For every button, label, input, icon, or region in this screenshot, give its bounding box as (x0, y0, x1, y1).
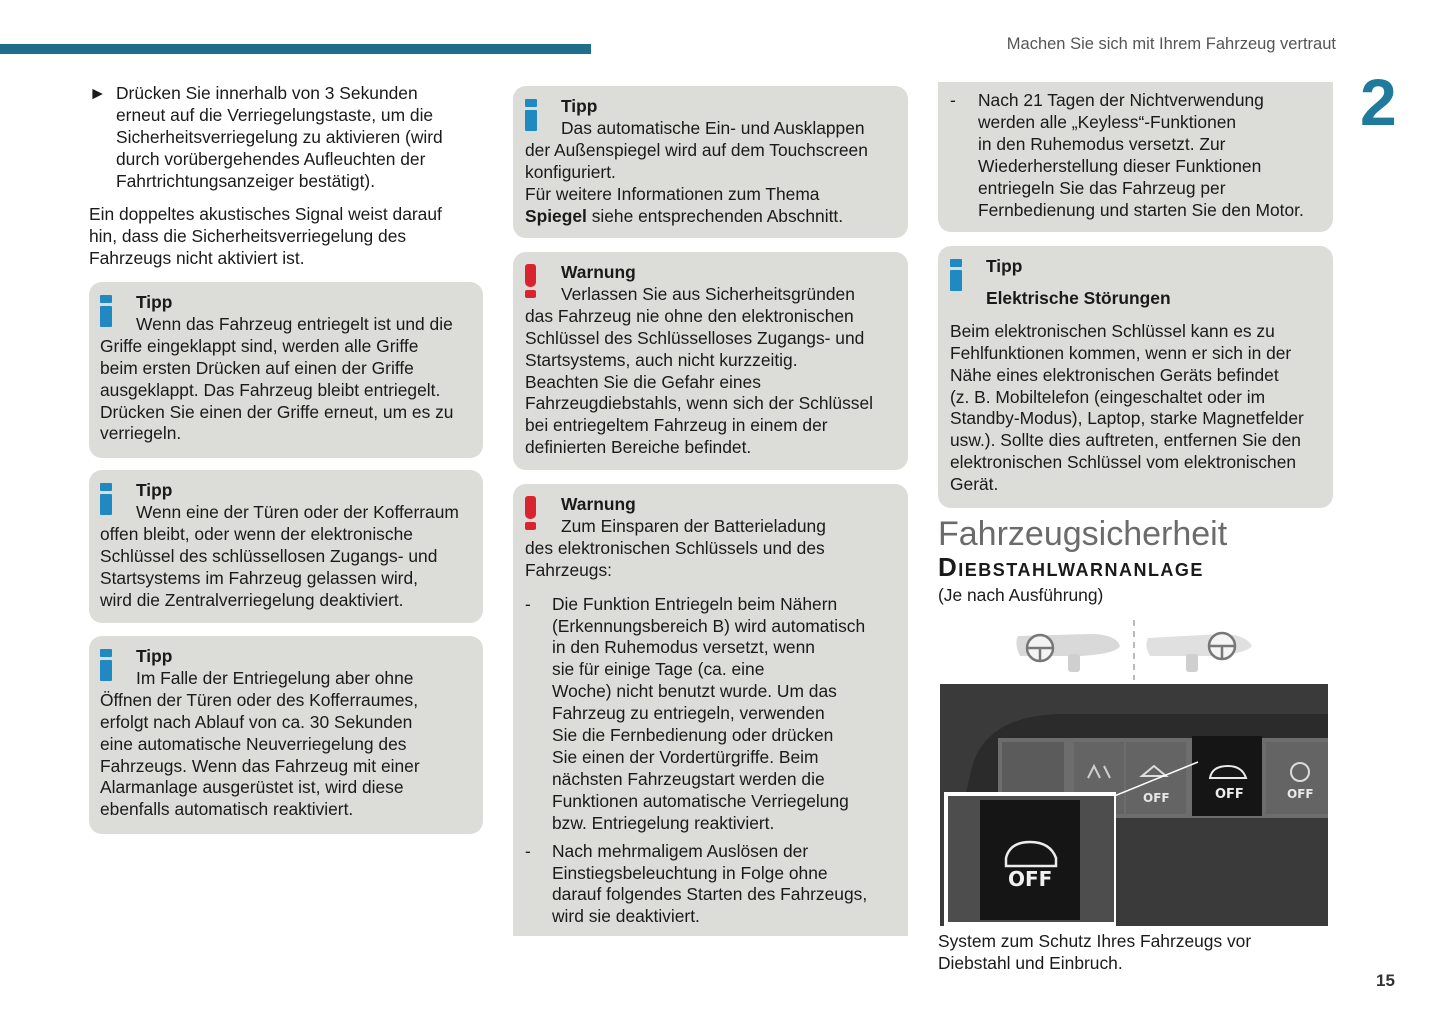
tip-box: Tipp Im Falle der Entriegelung aber ohne Öffnen der Türen oder des Kofferraumes, erfolgt nach Ablauf von ca. 30 Sekunden eine automatische Neuverriegelung des Fahrzeugs. Wenn das Fahrzeug mit einer Alarmanlage ausgerüstet ist, wird diese ebenfalls automatisch reaktiviert. (89, 636, 483, 834)
warning-box: Warnung Zum Einsparen der Batterieladung des elektronischen Schlüssels und des Fahrzeugs: - Die Funktion Entriegeln beim Nähern (Erkennungsbereich B) wird automatisch in den Ruhemodus versetzt, wenn sie für einige Tage (ca. eine Woche) nicht benutzt wurde. Um das Fahrzeug zu entriegeln, verwenden Sie die Fernbedienung oder drücken Sie einen der Vordertürgriffe. Beim nächsten Fahrzeugstart werden die Funktionen automatische Verriegelung bzw. Entriegelung reaktiviert. - Nach mehrmaligem Auslösen der Einstiegsbeleuchtung in Folge ohne darauf folgendes Starten des Fahrzeugs, wird sie deaktiviert. (513, 484, 908, 936)
warning-box: Warnung Verlassen Sie aus Sicherheitsgründen das Fahrzeug nie ohne den elektronischen Schlüssel des Schlüsselloses Zugangs- und Startsystems, auch nicht kurzzeitig. Beachten Sie die Gefahr eines Fahrzeugdiebstahls, wenn sich der Schlüssel bei entriegeltem Fahrzeug in einem der definierten Bereiche befindet. (513, 252, 908, 470)
off-small-label: OFF (1287, 787, 1314, 801)
tip-box: Tipp Elektrische Störungen Beim elektronischen Schlüssel kann es zu Fehlfunktionen kommen, wenn er sich in der Nähe eines elektronischen Geräts befindet (z. B. Mobiltelefon (eingeschaltet oder im Standby-Modus), Laptop, starke Magnetfelder usw.). Sollte dies auftreten, entfernen Sie den elektronischen Schlüssel vom elektronischen Gerät. (938, 246, 1333, 508)
tip-box: Tipp Wenn das Fahrzeug entriegelt ist und die Griffe eingeklappt sind, werden alle Griffe beim ersten Drücken auf einen der Griffe ausgeklappt. Das Fahrzeug bleibt entriegelt. Drücken Sie einen der Griffe erneut, um es zu verriegeln. (89, 282, 483, 458)
list-item: - Nach 21 Tagen der Nichtverwendung werden alle „Keyless“-Funktionen in den Ruhemodus versetzt. Zur Wiederherstellung dieser Funktionen entriegeln Sie das Fahrzeug per Fernbedienung und starten Sie den Motor. (950, 90, 1304, 220)
alarm-switch-illustration (940, 616, 1328, 926)
chapter-number: 2 (1360, 65, 1397, 139)
figure-caption: System zum Schutz Ihres Fahrzeugs vor Diebstahl und Einbruch. (938, 931, 1252, 973)
running-title: Machen Sie sich mit Ihrem Fahrzeug vertraut (1006, 35, 1336, 53)
list-item: - Nach mehrmaligem Auslösen der Einstiegsbeleuchtung in Folge ohne darauf folgendes Starten des Fahrzeugs, wird sie deaktiviert. (525, 840, 868, 927)
bullet-arrow-icon: ► (89, 83, 107, 103)
off-label: OFF (1008, 867, 1053, 891)
warning-box-continued (938, 82, 1333, 232)
bullet-paragraph: ► Drücken Sie innerhalb von 3 Sekunden erneut auf die Verriegelungstaste, um die Sicherheitsverriegelung zu aktivieren (wird durch vorübergehendes Aufleuchten der Fahrtrichtungsanzeiger bestätigt). (89, 83, 443, 191)
section-subtitle: Diebstahlwarnanlage (938, 552, 1204, 582)
section-title: Fahrzeugsicherheit (938, 515, 1228, 553)
availability-note: (Je nach Ausführung) (938, 585, 1104, 605)
alarm-switch-figure (940, 616, 1328, 926)
header-accent-bar (0, 44, 591, 54)
off-small-label: OFF (1215, 787, 1244, 802)
list-item: - Die Funktion Entriegeln beim Nähern (Erkennungsbereich B) wird automatisch in den Ruhemodus versetzt, wenn sie für einige Tage (ca. eine Woche) nicht benutzt wurde. Um das Fahrzeug zu entriegeln, verwenden Sie die Fernbedienung oder drücken Sie einen der Vordertürgriffe. Beim nächsten Fahrzeugstart werden die Funktionen automatische Verriegelung bzw. Entriegelung reaktiviert. (525, 593, 866, 833)
tip-box: Tipp Das automatische Ein- und Ausklappen der Außenspiegel wird auf dem Touchscreen konfiguriert. Für weitere Informationen zum Thema Spiegel siehe entsprechenden Abschnitt. (513, 86, 908, 238)
body-paragraph: Ein doppeltes akustisches Signal weist darauf hin, dass die Sicherheitsverriegelung des Fahrzeugs nicht aktiviert ist. (89, 204, 442, 268)
tip-box: Tipp Wenn eine der Türen oder der Kofferraum offen bleibt, oder wenn der elektronische Schlüssel des schlüssellosen Zugangs- und Startsystems im Fahrzeug gelassen wird, wird die Zentralverriegelung deaktiviert. (89, 470, 483, 623)
off-small-label: OFF (1143, 791, 1170, 805)
page-number: 15 (1376, 971, 1395, 990)
